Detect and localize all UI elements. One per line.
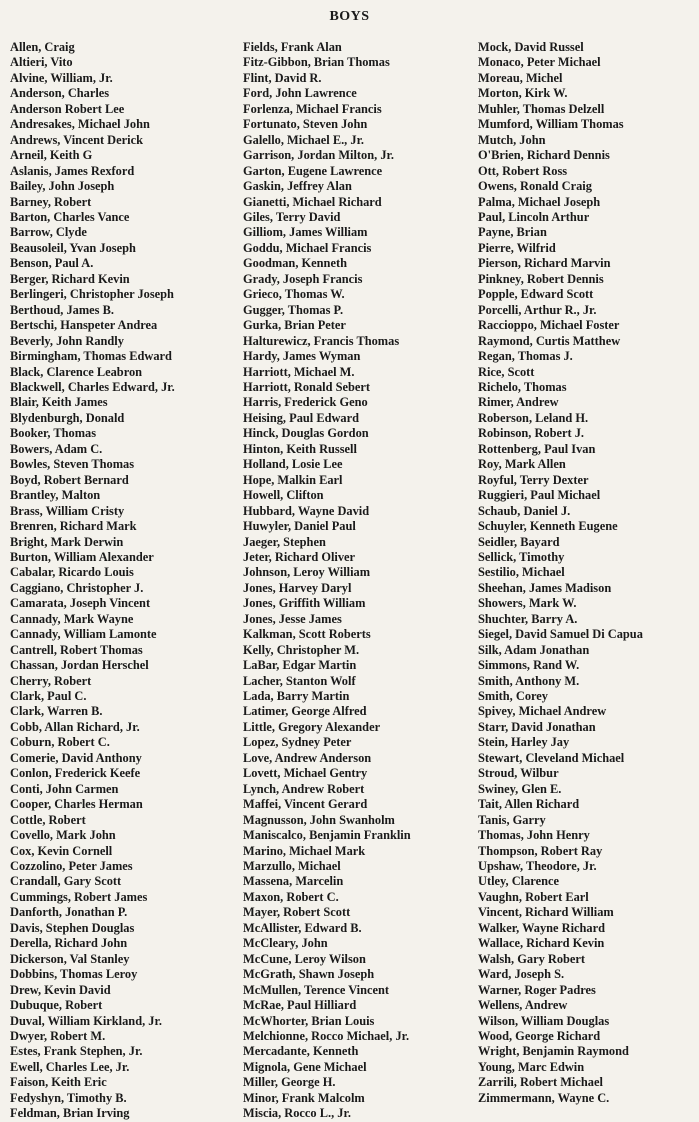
list-item: Lopez, Sydney Peter (243, 735, 352, 750)
list-item: Hinton, Keith Russell (243, 441, 357, 456)
list-item: Wood, George Richard (478, 1029, 601, 1043)
list-item: Camarata, Joseph Vincent (10, 596, 151, 611)
list-item: Porcelli, Arthur R., Jr. (478, 302, 597, 317)
list-item: Conlon, Frederick Keefe (10, 766, 141, 781)
list-item: Starr, David Jonathan (478, 719, 596, 734)
list-item: Cabalar, Ricardo Louis (10, 565, 134, 580)
list-item: Grieco, Thomas W. (243, 287, 345, 302)
list-item: Royful, Terry Dexter (478, 472, 589, 487)
list-item: Howell, Clifton (243, 488, 324, 503)
list-item: Dubuque, Robert (10, 998, 103, 1013)
list-item: Simmons, Rand W. (478, 658, 580, 673)
list-item: Berthoud, James B. (10, 302, 114, 317)
list-item: Covello, Mark John (10, 828, 116, 843)
list-item: Sestilio, Michael (478, 565, 565, 580)
list-item: Lynch, Andrew Robert (243, 781, 365, 796)
list-item: Melchionne, Rocco Michael, Jr. (243, 1029, 410, 1043)
list-item: Boyd, Robert Bernard (10, 472, 129, 487)
list-item: Marzullo, Michael (243, 859, 341, 874)
list-item: Altieri, Vito (10, 55, 73, 70)
list-item: Brass, William Cristy (10, 503, 125, 518)
list-item: Cox, Kevin Cornell (10, 843, 113, 858)
list-item: Coburn, Robert C. (10, 735, 110, 750)
list-item: Berger, Richard Kevin (10, 271, 130, 286)
list-item: Cooper, Charles Herman (10, 797, 143, 812)
list-item: Fields, Frank Alan (243, 40, 342, 54)
list-item: Anderson Robert Lee (10, 101, 125, 116)
list-item: Blydenburgh, Donald (10, 410, 125, 425)
list-item: Hubbard, Wayne David (243, 503, 370, 518)
list-item: Cannady, William Lamonte (10, 627, 157, 642)
list-item: Cummings, Robert James (10, 889, 148, 904)
list-item: Hardy, James Wyman (243, 349, 361, 364)
list-item: Raccioppo, Michael Foster (478, 318, 620, 333)
list-item: Flint, David R. (243, 70, 322, 85)
list-item: Gilliom, James William (243, 225, 368, 240)
list-item: Harriott, Michael M. (243, 364, 355, 379)
list-item: Mercadante, Kenneth (243, 1044, 359, 1059)
list-item: McMullen, Terence Vincent (243, 982, 390, 997)
list-item: Barton, Charles Vance (10, 209, 130, 224)
list-item: Lada, Barry Martin (243, 689, 350, 704)
list-item: Paul, Lincoln Arthur (478, 209, 590, 224)
list-item: Holland, Losie Lee (243, 457, 343, 472)
list-item: Mayer, Robert Scott (243, 905, 351, 920)
list-item: Rimer, Andrew (478, 395, 559, 410)
list-item: Kelly, Christopher M. (243, 642, 360, 657)
list-item: Barney, Robert (10, 194, 92, 209)
list-item: Schaub, Daniel J. (478, 503, 571, 518)
list-item: Clark, Warren B. (10, 704, 103, 719)
list-item: Moreau, Michel (478, 70, 563, 85)
list-item: Ruggieri, Paul Michael (478, 488, 601, 503)
list-item: Zimmermann, Wayne C. (478, 1090, 610, 1105)
list-item: Galello, Michael E., Jr. (243, 132, 365, 147)
list-item: Richelo, Thomas (478, 379, 567, 394)
list-item: Cantrell, Robert Thomas (10, 642, 143, 657)
list-item: Aslanis, James Rexford (10, 163, 135, 178)
list-item: Gianetti, Michael Richard (243, 194, 382, 209)
list-item: McCune, Leroy Wilson (243, 951, 366, 966)
list-item: Conti, John Carmen (10, 781, 119, 796)
list-item: Blackwell, Charles Edward, Jr. (10, 379, 175, 394)
list-item: Burton, William Alexander (10, 549, 154, 564)
list-item: McRae, Paul Hilliard (243, 998, 357, 1013)
list-item: Jones, Jesse James (243, 611, 342, 626)
list-item: Rice, Scott (478, 364, 535, 379)
list-item: Roberson, Leland H. (478, 410, 589, 425)
list-item: Jones, Griffith William (243, 596, 366, 611)
list-item: Danforth, Jonathan P. (10, 905, 128, 920)
list-item: Ewell, Charles Lee, Jr. (10, 1059, 130, 1074)
name-column-3 (478, 40, 694, 1106)
list-item: Alvine, William, Jr. (10, 70, 113, 85)
list-item: Showers, Mark W. (478, 596, 577, 611)
list-item: Wilson, William Douglas (478, 1013, 610, 1028)
list-item: Arneil, Keith G (10, 148, 93, 163)
list-item: Little, Gregory Alexander (243, 719, 381, 734)
list-item: Silk, Adam Jonathan (478, 642, 590, 657)
list-item: Brantley, Malton (10, 488, 101, 503)
list-item: Magnusson, John Swanholm (243, 812, 395, 827)
list-item: Warner, Roger Padres (478, 982, 596, 997)
list-item: Jaeger, Stephen (243, 534, 326, 549)
list-item: Davis, Stephen Douglas (10, 920, 135, 935)
list-item: Muhler, Thomas Delzell (478, 101, 605, 116)
list-item: Stewart, Cleveland Michael (478, 750, 625, 765)
list-item: Zarrili, Robert Michael (478, 1075, 603, 1090)
list-item: Harris, Frederick Geno (243, 395, 368, 410)
list-item: Jones, Harvey Daryl (243, 580, 352, 595)
list-item: Wellens, Andrew (478, 998, 568, 1013)
list-item: Maffei, Vincent Gerard (243, 797, 368, 812)
list-item: O'Brien, Richard Dennis (478, 148, 610, 163)
list-item: Cobb, Allan Richard, Jr. (10, 719, 140, 734)
list-item: Wright, Benjamin Raymond (478, 1044, 629, 1059)
list-item: Smith, Corey (478, 689, 548, 704)
name-column-1 (10, 40, 236, 1122)
list-item: Hope, Malkin Earl (243, 472, 343, 487)
list-item: Rottenberg, Paul Ivan (478, 441, 596, 456)
list-item: Giles, Terry David (243, 209, 341, 224)
list-item: Bright, Mark Derwin (10, 534, 124, 549)
list-item: Pierson, Richard Marvin (478, 256, 611, 271)
list-item: Robinson, Robert J. (478, 426, 585, 441)
list-item: Gaskin, Jeffrey Alan (243, 179, 352, 194)
list-item: Thompson, Robert Ray (478, 843, 603, 858)
list-item: Crandall, Gary Scott (10, 874, 122, 889)
list-item: Jeter, Richard Oliver (243, 549, 356, 564)
list-item: Cherry, Robert (10, 673, 92, 688)
list-item: Andrews, Vincent Derick (10, 132, 143, 147)
list-item: Young, Marc Edwin (478, 1059, 585, 1074)
list-item: Shuchter, Barry A. (478, 611, 578, 626)
list-item: Stroud, Wilbur (478, 766, 559, 781)
list-item: Fitz-Gibbon, Brian Thomas (243, 55, 390, 70)
list-item: Mock, David Russel (478, 40, 584, 54)
list-item: Garrison, Jordan Milton, Jr. (243, 148, 394, 163)
list-item: Walsh, Gary Robert (478, 951, 586, 966)
list-item: Marino, Michael Mark (243, 843, 366, 858)
list-item: Dobbins, Thomas Leroy (10, 967, 138, 982)
list-item: Booker, Thomas (10, 426, 97, 441)
list-item: Regan, Thomas J. (478, 349, 573, 364)
list-item: Bailey, John Joseph (10, 179, 115, 194)
list-item: Birmingham, Thomas Edward (10, 349, 172, 364)
list-item: Vaughn, Robert Earl (478, 889, 589, 904)
list-item: Bowles, Steven Thomas (10, 457, 135, 472)
list-item: Halturewicz, Francis Thomas (243, 333, 400, 348)
list-item: Drew, Kevin David (10, 982, 111, 997)
list-item: Comerie, David Anthony (10, 750, 142, 765)
list-item: Gurka, Brian Peter (243, 318, 346, 333)
list-item: Ford, John Lawrence (243, 86, 357, 101)
list-item: Sheehan, James Madison (478, 580, 612, 595)
list-item: Fedyshyn, Timothy B. (10, 1090, 127, 1105)
list-item: Hinck, Douglas Gordon (243, 426, 369, 441)
list-item: Massena, Marcelin (243, 874, 344, 889)
list-item: Swiney, Glen E. (478, 781, 562, 796)
list-item: Payne, Brian (478, 225, 547, 240)
list-item: Grady, Joseph Francis (243, 271, 363, 286)
list-item: Seidler, Bayard (478, 534, 560, 549)
list-item: Thomas, John Henry (478, 828, 590, 843)
list-item: Caggiano, Christopher J. (10, 580, 144, 595)
list-item: Black, Clarence Leabron (10, 364, 143, 379)
list-item: Pierre, Wilfrid (478, 240, 556, 255)
list-item: Berlingeri, Christopher Joseph (10, 287, 174, 302)
list-item: Clark, Paul C. (10, 689, 87, 704)
list-item: Palma, Michael Joseph (478, 194, 601, 209)
list-item: Love, Andrew Anderson (243, 750, 372, 765)
list-item: Ward, Joseph S. (478, 967, 565, 982)
list-item: Goodman, Kenneth (243, 256, 347, 271)
list-item: LaBar, Edgar Martin (243, 658, 357, 673)
list-item: Minor, Frank Malcolm (243, 1090, 365, 1105)
list-item: Estes, Frank Stephen, Jr. (10, 1044, 143, 1059)
name-column-2 (243, 40, 471, 1122)
list-item: Siegel, David Samuel Di Capua (478, 627, 643, 642)
list-item: Benson, Paul A. (10, 256, 94, 271)
list-item: Feldman, Brian Irving (10, 1106, 130, 1121)
list-item: Stein, Harley Jay (478, 735, 570, 750)
list-item: Tait, Allen Richard (478, 797, 580, 812)
list-item: Wallace, Richard Kevin (478, 936, 605, 951)
list-item: McGrath, Shawn Joseph (243, 967, 375, 982)
list-item: Blair, Keith James (10, 395, 108, 410)
list-item: Popple, Edward Scott (478, 287, 594, 302)
list-item: Smith, Anthony M. (478, 673, 580, 688)
list-item: Chassan, Jordan Herschel (10, 658, 149, 673)
list-item: Miscia, Rocco L., Jr. (243, 1106, 351, 1121)
list-item: Faison, Keith Eric (10, 1075, 107, 1090)
list-item: Johnson, Leroy William (243, 565, 371, 580)
list-item: Monaco, Peter Michael (478, 55, 601, 70)
list-item: Spivey, Michael Andrew (478, 704, 607, 719)
list-item: Kalkman, Scott Roberts (243, 627, 371, 642)
list-item: McWhorter, Brian Louis (243, 1013, 375, 1028)
list-item: McCleary, John (243, 936, 328, 951)
list-item: Goddu, Michael Francis (243, 240, 372, 255)
list-item: Derella, Richard John (10, 936, 128, 951)
list-item: Andresakes, Michael John (10, 117, 150, 132)
list-item: Maxon, Robert C. (243, 889, 339, 904)
list-item: Brenren, Richard Mark (10, 519, 137, 534)
list-item: Gugger, Thomas P. (243, 302, 344, 317)
list-item: Schuyler, Kenneth Eugene (478, 519, 618, 534)
list-item: Fortunato, Steven John (243, 117, 368, 132)
list-item: Mumford, William Thomas (478, 117, 624, 132)
list-item: Huwyler, Daniel Paul (243, 519, 356, 534)
list-item: Latimer, George Alfred (243, 704, 367, 719)
list-item: Raymond, Curtis Matthew (478, 333, 621, 348)
list-item: Ott, Robert Ross (478, 163, 568, 178)
list-item: Allen, Craig (10, 40, 75, 54)
list-item: Morton, Kirk W. (478, 86, 568, 101)
list-item: Garton, Eugene Lawrence (243, 163, 383, 178)
list-item: Maniscalco, Benjamin Franklin (243, 828, 411, 843)
list-item: Beverly, John Randly (10, 333, 124, 348)
list-item: Lovett, Michael Gentry (243, 766, 368, 781)
list-item: Harriott, Ronald Sebert (243, 379, 370, 394)
list-item: Mutch, John (478, 132, 546, 147)
list-item: Anderson, Charles (10, 86, 110, 101)
list-item: Dwyer, Robert M. (10, 1029, 106, 1043)
list-item: Dickerson, Val Stanley (10, 951, 130, 966)
list-item: Forlenza, Michael Francis (243, 101, 382, 116)
list-item: Upshaw, Theodore, Jr. (478, 859, 597, 874)
list-item: Owens, Ronald Craig (478, 179, 592, 194)
list-item: Barrow, Clyde (10, 225, 87, 240)
list-item: Heising, Paul Edward (243, 410, 360, 425)
list-item: Pinkney, Robert Dennis (478, 271, 604, 286)
list-item: Miller, George H. (243, 1075, 336, 1090)
list-item: Bowers, Adam C. (10, 441, 103, 456)
list-item: Walker, Wayne Richard (478, 920, 606, 935)
list-item: Roy, Mark Allen (478, 457, 566, 472)
list-item: Sellick, Timothy (478, 549, 565, 564)
list-item: Tanis, Garry (478, 812, 546, 827)
list-item: Duval, William Kirkland, Jr. (10, 1013, 162, 1028)
list-item: Cozzolino, Peter James (10, 859, 133, 874)
list-item: Utley, Clarence (478, 874, 559, 889)
list-item: Beausoleil, Yvan Joseph (10, 240, 136, 255)
list-item: Cannady, Mark Wayne (10, 611, 134, 626)
page-heading: BOYS (329, 9, 370, 24)
list-item: McAllister, Edward B. (243, 920, 362, 935)
list-item: Vincent, Richard William (478, 905, 614, 920)
list-item: Cottle, Robert (10, 812, 86, 827)
list-item: Lacher, Stanton Wolf (243, 673, 356, 688)
list-item: Mignola, Gene Michael (243, 1059, 367, 1074)
list-item: Bertschi, Hanspeter Andrea (10, 318, 158, 333)
